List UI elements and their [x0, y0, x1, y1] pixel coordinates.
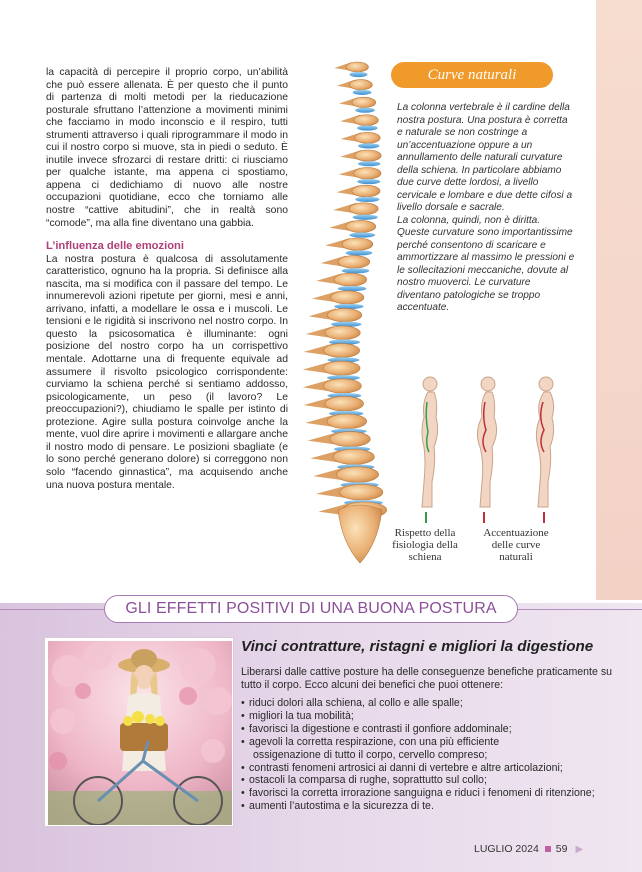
sidebar-text	[397, 102, 575, 315]
vertebra	[354, 115, 379, 126]
list-item: • aumenti l’autostima e la sicurezza di te.	[241, 800, 631, 813]
figure-correct-posture	[422, 377, 438, 507]
intervertebral-disc	[357, 179, 380, 184]
red-marker-1	[483, 512, 485, 523]
vertebra	[333, 449, 374, 464]
benefits-intro: Liberarsi dalle cattive posture ha delle conseguenze benefiche praticamente su tutto il corpo. Ecco alcuni dei benefici che puoi ottenere:	[241, 666, 613, 691]
next-arrow-icon: ▶	[575, 844, 584, 855]
intervertebral-disc	[357, 125, 378, 130]
paragraph-emotions: La nostra postura è qualcosa di assolutamente caratteristico, ognuno ha la propria. Si definisce alla nascita, ma si modifica con il passare del tempo. Le innumerevoli azioni ripetute per giorni, mesi e anni, arrivano, infatti, a modellare le ossa e i muscoli. Le tensioni e le rigidità si inscrivono nel nostro corpo. In questo la psicosomatica è illuminante: ogni posizione del nostro corpo ha un corrispettivo mentale. Adottarne una di frequente equivale ad assumere il risvolto psicologico corrispondente: curviamo la schiena perché si sentiamo addosso, psicologicamente, un peso (il lavoro? Le preoccupazioni?), chiudiamo le spalle per istinto di protezione. Agire sulla postura coinvolge anche la mente, vuol dire aprire i movimenti e allargare anche il nostro modo di pensare. Le posizioni sbagliate (e lo sono perché generano dolore) si correggono non solo “facendo ginnastica”, ma acquisendo anche una nuova postura mentale.	[46, 253, 288, 491]
intervertebral-disc	[358, 161, 380, 166]
intervertebral-disc	[349, 232, 375, 237]
list-item: • migliori la tua mobilità;	[241, 710, 631, 723]
vertebra	[354, 168, 381, 179]
vertebra	[355, 132, 381, 143]
main-text-column	[46, 67, 288, 492]
section-banner: GLI EFFETTI POSITIVI DI UNA BUONA POSTURA	[104, 595, 518, 623]
intervertebral-disc	[342, 268, 370, 273]
posture-figures	[400, 372, 570, 512]
list-item-continuation: ossigenazione di tutto il corpo, cervello compreso;	[253, 748, 488, 761]
figure-accentuated-posture-1	[477, 377, 496, 507]
vertebra	[349, 80, 372, 90]
vertebra	[336, 467, 378, 483]
photo-frame	[44, 637, 234, 827]
benefits-title: Vinci contratture, ristagni e migliori la digestione	[241, 638, 594, 655]
paragraph-intro: la capacità di percepire il proprio corpo, un’abilità che può essere allenata. È per questo che il punto di partenza di molti metodi per la rieducazione posturale sfruttano l’attenzione a movimenti minimi che facciamo in modo inconscio e il respiro, tutti strumenti attraverso i quali riprogrammare il modo in cui il nostro corpo si muove, sta in piedi o seduto. È inutile invece sfrozarci di restare dritti: ci riusciamo per qualche istante, ma appena ci spostiamo, appena ci dedichiamo di nuovo alle nostre occupazioni quotidiane, ecco che torniamo alle nostre “cattive abitudini”, che in realtà sono “comode”, ma alla fine diventano una gabbia.	[46, 67, 288, 229]
issue-date: LUGLIO 2024	[474, 843, 539, 855]
page-number: 59	[555, 843, 568, 855]
list-item: • riduci dolori alla schiena, al collo e alle spalle;	[241, 697, 631, 710]
vertebra	[330, 432, 370, 447]
red-marker-2	[543, 512, 545, 523]
list-item: • favorisci la digestione e contrasti il gonfiore addominale;	[241, 723, 631, 736]
woman-with-bicycle-photo	[48, 641, 232, 825]
list-item: • contrasti fenomeni artrosici ai danni di vertebre e altre articolazioni;	[241, 762, 631, 775]
vertebra	[324, 379, 362, 393]
list-item: • agevoli la corretta respirazione, con una più efficiente	[241, 736, 631, 749]
vertebra	[331, 291, 364, 304]
benefits-list	[241, 697, 631, 813]
page-footer	[474, 843, 594, 855]
vertebra	[334, 273, 367, 286]
vertebra	[327, 414, 367, 429]
list-item: • favorisci la corretta irrorazione sanguigna e riduci i fenomeni di ritenzione;	[241, 787, 631, 800]
vertebra	[346, 220, 376, 232]
intervertebral-disc	[355, 108, 375, 113]
vertebra	[340, 484, 383, 500]
intervertebral-disc	[353, 215, 378, 220]
page-edge-decoration	[596, 0, 642, 600]
sidebar-paragraph-1: La colonna vertebrale è il cardine della nostra postura. Una postura è corretta e naturale se non costringe a un’accentuazione oppure a un annullamento delle naturali curvature della schiena. In particolare abbiamo due curve dette lordosi, a livello cervicale e lombare e due dette cifosi a livello dorsale e sacrale.	[397, 102, 573, 213]
intervertebral-disc	[353, 90, 372, 95]
intervertebral-disc	[358, 143, 380, 148]
vertebra	[324, 344, 360, 358]
vertebra	[342, 238, 373, 250]
vertebra	[349, 203, 378, 215]
vertebra	[325, 326, 360, 340]
vertebra	[352, 185, 380, 197]
vertebra	[338, 256, 370, 269]
vertebra	[355, 150, 381, 161]
subheading-emotions: L’influenza delle emozioni	[46, 240, 184, 253]
intervertebral-disc	[334, 304, 363, 309]
intervertebral-disc	[355, 197, 379, 202]
vertebra	[352, 97, 376, 107]
separator-square-icon	[545, 846, 551, 852]
vertebra	[325, 396, 364, 411]
intervertebral-disc	[346, 250, 373, 255]
intervertebral-disc	[338, 286, 367, 291]
figure-accentuated-posture-2	[536, 377, 553, 507]
list-item: • ostacoli la comparsa di rughe, soprattutto sul collo;	[241, 774, 631, 787]
spine-illustration	[298, 48, 408, 568]
vertebra	[323, 361, 360, 375]
intervertebral-disc	[350, 72, 368, 77]
sidebar-paragraph-2: La colonna, quindi, non è diritta. Queste curvature sono importantissime perché consentono di scaricare e ammortizzare al massimo le pressioni e le sollecitazioni meccaniche, dovute al nostro muoverci. Le curvature diventano patologiche se troppo accentuate.	[397, 214, 575, 313]
caption-correct-posture: Rispetto della fisiologia della schiena	[392, 527, 458, 563]
green-marker	[425, 512, 427, 523]
sidebar-title-badge: Curve naturali	[391, 62, 553, 88]
sacrum	[338, 505, 382, 563]
caption-accentuated-curves: Accentuazione delle curve naturali	[483, 527, 549, 563]
vertebra	[327, 308, 361, 321]
vertebra	[346, 62, 368, 72]
